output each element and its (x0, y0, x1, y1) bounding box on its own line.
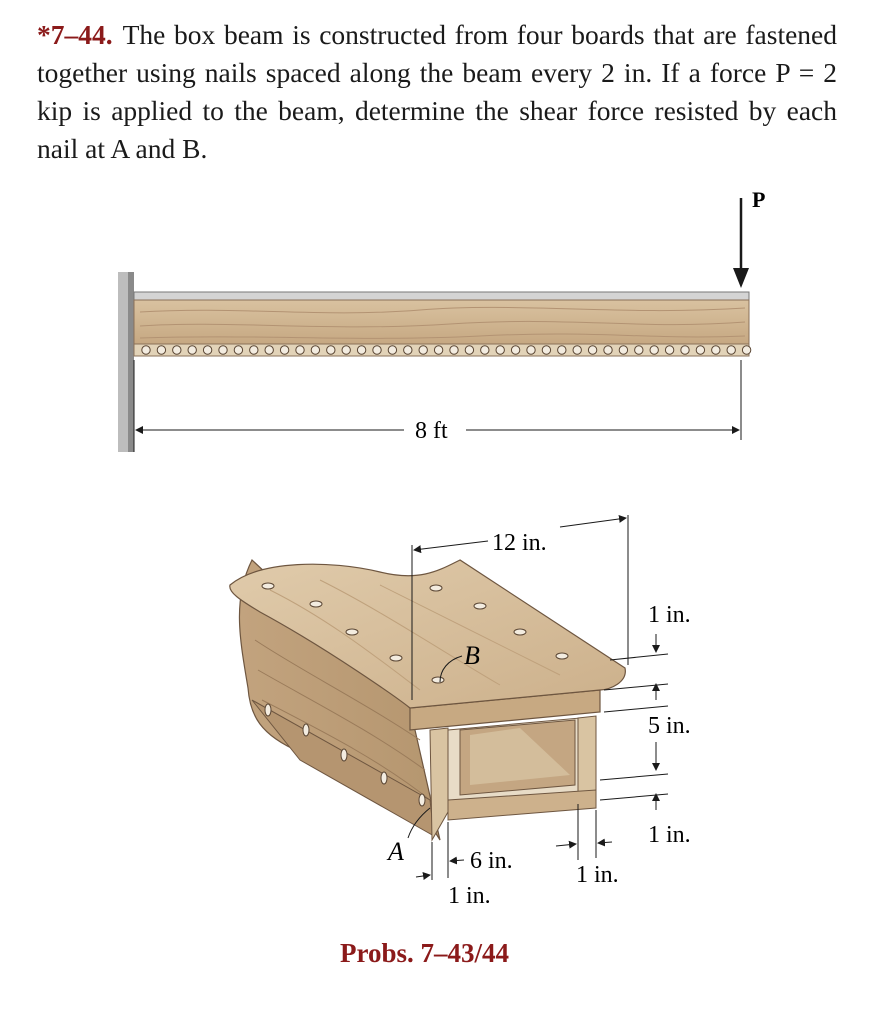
nail-head (430, 585, 442, 591)
nail-head (157, 346, 165, 354)
nail-head (573, 346, 581, 354)
span-label: 8 ft (415, 418, 448, 444)
point-a-label: A (388, 837, 404, 866)
nail-head (727, 346, 735, 354)
nail-head (542, 346, 550, 354)
nail-head (419, 346, 427, 354)
nail-head (346, 629, 358, 635)
nail-head (588, 346, 596, 354)
height-dimensions (600, 602, 691, 848)
nail-head (265, 346, 273, 354)
nail-head (481, 346, 489, 354)
nail-head (357, 346, 365, 354)
side-left-label: 1 in. (448, 883, 491, 909)
nail-head (450, 346, 458, 354)
web-height-label: 5 in. (648, 713, 691, 739)
nail-head (280, 346, 288, 354)
nail-head (173, 346, 181, 354)
nail-head (390, 655, 402, 661)
nail-head (681, 346, 689, 354)
nail-head (250, 346, 258, 354)
nail-head (511, 346, 519, 354)
nail-head (696, 346, 704, 354)
nail-head (310, 601, 322, 607)
span-dimension (134, 360, 741, 452)
nail-head (296, 346, 304, 354)
nail-head (527, 346, 535, 354)
inner-width-label: 6 in. (470, 848, 513, 874)
top-thickness-label: 1 in. (648, 602, 691, 628)
nail-head (558, 346, 566, 354)
nail-head (303, 724, 309, 736)
problem-text: The box beam is constructed from four boards that are fastened together using nails spaced along the beam every 2 in. If a force P = 2 kip is applied to the beam, determine the shear force resisted by each nail at A and B. (37, 19, 837, 164)
nail-head (388, 346, 396, 354)
bottom-thickness-label: 1 in. (648, 822, 691, 848)
nail-head (188, 346, 196, 354)
nail-head (474, 603, 486, 609)
nail-head (265, 704, 271, 716)
nail-head (434, 346, 442, 354)
nail-head (341, 749, 347, 761)
nail-head (514, 629, 526, 635)
nail-head (203, 346, 211, 354)
load-arrow-p (733, 187, 765, 288)
nail-head (219, 346, 227, 354)
nail-head (234, 346, 242, 354)
nail-head (665, 346, 673, 354)
width-label: 12 in. (492, 530, 547, 556)
beam-elevation (134, 292, 751, 356)
nail-head (496, 346, 504, 354)
nail-head (635, 346, 643, 354)
side-right-label: 1 in. (576, 862, 619, 888)
problem-number: *7–44. (37, 19, 113, 50)
nail-head (604, 346, 612, 354)
nail-head (712, 346, 720, 354)
nail-head (650, 346, 658, 354)
nail-head (404, 346, 412, 354)
box-beam-section (230, 560, 626, 840)
nail-head (432, 677, 444, 683)
nail-head (142, 346, 150, 354)
nail-head (556, 653, 568, 659)
nail-head (619, 346, 627, 354)
nail-head (327, 346, 335, 354)
nail-head (419, 794, 425, 806)
nail-head (381, 772, 387, 784)
nail-head (262, 583, 274, 589)
nail-head (342, 346, 350, 354)
nail-head (373, 346, 381, 354)
fixed-wall (118, 272, 134, 452)
nail-head (311, 346, 319, 354)
figure-caption: Probs. 7–43/44 (340, 938, 510, 968)
point-b-label: B (464, 641, 480, 670)
nail-head (465, 346, 473, 354)
bottom-dimensions (416, 804, 619, 909)
nail-head (742, 346, 750, 354)
load-label: P (752, 187, 766, 212)
